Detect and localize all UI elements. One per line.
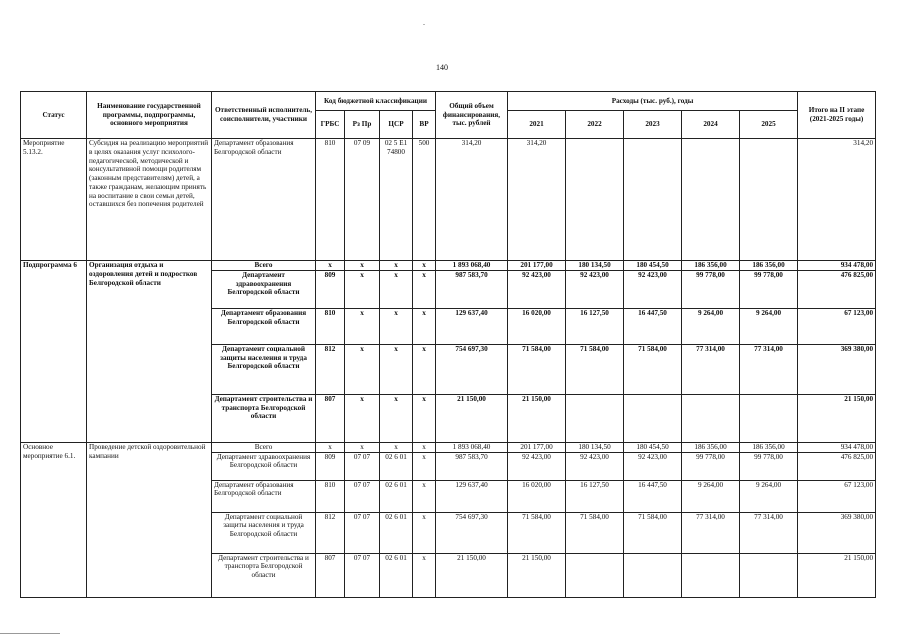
status-cell: Основное мероприятие 6.1. [21,442,87,597]
year-2025-cell [740,553,798,597]
year-2023-cell: 92 423,00 [624,270,682,308]
vr-cell: х [413,270,436,308]
year-2022-cell: 180 134,50 [566,442,624,452]
year-2024-cell: 77 314,00 [682,512,740,553]
csr-cell: 02 6 01 [380,452,413,480]
year-2023-cell: 16 447,50 [624,308,682,344]
year-2023-cell [624,394,682,442]
stage-total-cell: 67 123,00 [798,308,876,344]
total-cell: 21 150,00 [436,553,508,597]
year-2025-cell [740,394,798,442]
year-2024-cell: 77 314,00 [682,344,740,394]
year-2025-cell: 9 264,00 [740,308,798,344]
csr-cell: х [380,442,413,452]
year-2022-cell: 180 134,50 [566,261,624,271]
vr-cell: х [413,553,436,597]
year-2024-cell [682,553,740,597]
year-2025-cell: 99 778,00 [740,270,798,308]
name-cell: Проведение детской оздоровительной кампании [87,442,212,597]
executor-cell: Департамент социальной защиты населения и труда Белгородской области [212,344,316,394]
year-2023-cell: 180 454,50 [624,442,682,452]
rzpr-cell: 07 07 [345,512,380,553]
total-cell: 987 583,70 [436,452,508,480]
rzpr-cell: х [345,261,380,271]
grbs-cell: 810 [316,308,345,344]
header-expenses: Расходы (тыс. руб.), годы [508,92,798,111]
name-cell: Организация отдыха и оздоровления детей и подростков Белгородской области [87,261,212,443]
executor-cell: Департамент здравоохранения Белгородской области [212,452,316,480]
year-2024-cell: 9 264,00 [682,308,740,344]
stage-total-cell: 369 380,00 [798,344,876,394]
csr-cell: х [380,308,413,344]
grbs-cell: 810 [316,139,345,261]
year-2021-cell: 92 423,00 [508,452,566,480]
header-year: 2025 [740,111,798,139]
total-cell: 1 893 068,40 [436,442,508,452]
header-status: Статус [21,92,87,139]
executor-cell: Департамент строительства и транспорта Белгородской области [212,553,316,597]
csr-cell: х [380,344,413,394]
grbs-cell: х [316,261,345,271]
year-2024-cell: 9 264,00 [682,480,740,512]
stage-total-cell: 369 380,00 [798,512,876,553]
header-executor: Ответственный исполнитель, соисполнители, участники [212,92,316,139]
year-2021-cell: 92 423,00 [508,270,566,308]
year-2021-cell: 201 177,00 [508,442,566,452]
header-grbs: ГРБС [316,111,345,139]
year-2021-cell: 21 150,00 [508,553,566,597]
table-row [21,139,876,261]
header-year: 2022 [566,111,624,139]
executor-cell: Департамент образования Белгородской области [212,308,316,344]
csr-cell: х [380,270,413,308]
year-2025-cell: 9 264,00 [740,480,798,512]
year-2023-cell [624,553,682,597]
year-2021-cell: 201 177,00 [508,261,566,271]
vr-cell: х [413,512,436,553]
table-row [21,442,876,452]
executor-cell: Всего [212,442,316,452]
stage-total-cell: 476 825,00 [798,270,876,308]
total-cell: 1 893 068,40 [436,261,508,271]
vr-cell: х [413,308,436,344]
rzpr-cell: х [345,344,380,394]
stage-total-cell: 21 150,00 [798,394,876,442]
executor-cell: Департамент образования Белгородской области [212,139,316,261]
rzpr-cell: 07 07 [345,480,380,512]
rzpr-cell: х [345,270,380,308]
csr-cell: 02 6 01 [380,512,413,553]
vr-cell: х [413,480,436,512]
executor-cell: Департамент здравоохранения Белгородской области [212,270,316,308]
stage-total-cell: 67 123,00 [798,480,876,512]
year-2024-cell [682,139,740,261]
total-cell: 754 697,30 [436,512,508,553]
year-2024-cell [682,394,740,442]
year-2023-cell: 16 447,50 [624,480,682,512]
year-2022-cell: 16 127,50 [566,308,624,344]
header-year: 2024 [682,111,740,139]
vr-cell: х [413,452,436,480]
grbs-cell: 809 [316,452,345,480]
header-budget-code: Код бюджетной классификации [316,92,436,111]
vr-cell: х [413,394,436,442]
year-2021-cell: 314,20 [508,139,566,261]
grbs-cell: 810 [316,480,345,512]
year-2024-cell: 99 778,00 [682,270,740,308]
total-cell: 21 150,00 [436,394,508,442]
table-row [21,261,876,271]
status-cell: Мероприятие 5.13.2. [21,139,87,261]
grbs-cell: х [316,442,345,452]
total-cell: 314,20 [436,139,508,261]
total-cell: 754 697,30 [436,344,508,394]
year-2024-cell: 99 778,00 [682,452,740,480]
year-2023-cell: 92 423,00 [624,452,682,480]
rzpr-cell: х [345,442,380,452]
year-2022-cell [566,553,624,597]
vr-cell: 500 [413,139,436,261]
grbs-cell: 807 [316,553,345,597]
year-2022-cell [566,394,624,442]
year-2021-cell: 16 020,00 [508,480,566,512]
csr-cell: 02 5 Е1 74800 [380,139,413,261]
year-2022-cell: 71 584,00 [566,512,624,553]
executor-cell: Всего [212,261,316,271]
year-2023-cell: 71 584,00 [624,344,682,394]
grbs-cell: 809 [316,270,345,308]
rzpr-cell: х [345,308,380,344]
year-2021-cell: 71 584,00 [508,344,566,394]
executor-cell: Департамент социальной защиты населения и труда Белгородской области [212,512,316,553]
total-cell: 129 637,40 [436,480,508,512]
csr-cell: 02 6 01 [380,553,413,597]
grbs-cell: 807 [316,394,345,442]
csr-cell: х [380,394,413,442]
header-name: Наименование государственной программы, подпрограммы, основного мероприятия [87,92,212,139]
page-number: 140 [436,63,448,72]
csr-cell: 02 6 01 [380,480,413,512]
year-2025-cell: 186 356,00 [740,261,798,271]
year-2025-cell: 99 778,00 [740,452,798,480]
header-stage-total: Итого на II этапе (2021-2025 годы) [798,92,876,139]
year-2025-cell [740,139,798,261]
vr-cell: х [413,344,436,394]
stage-total-cell: 21 150,00 [798,553,876,597]
year-2023-cell: 180 454,50 [624,261,682,271]
year-2022-cell: 16 127,50 [566,480,624,512]
year-2025-cell: 186 356,00 [740,442,798,452]
year-2022-cell: 92 423,00 [566,452,624,480]
stage-total-cell: 476 825,00 [798,452,876,480]
header-year: 2021 [508,111,566,139]
year-2022-cell: 92 423,00 [566,270,624,308]
header-csr: ЦСР [380,111,413,139]
year-2024-cell: 186 356,00 [682,261,740,271]
year-2024-cell: 186 356,00 [682,442,740,452]
year-2022-cell: 71 584,00 [566,344,624,394]
year-2023-cell: 71 584,00 [624,512,682,553]
executor-cell: Департамент строительства и транспорта Белгородской области [212,394,316,442]
footer-rule [0,633,60,634]
header-total-volume: Общий объем финансирования, тыс. рублей [436,92,508,139]
rzpr-cell: 07 07 [345,452,380,480]
total-cell: 987 583,70 [436,270,508,308]
stage-total-cell: 934 478,00 [798,261,876,271]
year-2025-cell: 77 314,00 [740,344,798,394]
year-2025-cell: 77 314,00 [740,512,798,553]
rzpr-cell: х [345,394,380,442]
grbs-cell: 812 [316,512,345,553]
year-2021-cell: 71 584,00 [508,512,566,553]
year-2022-cell [566,139,624,261]
rzpr-cell: 07 07 [345,553,380,597]
year-2021-cell: 21 150,00 [508,394,566,442]
stray-mark: . [423,18,425,27]
vr-cell: х [413,261,436,271]
csr-cell: х [380,261,413,271]
budget-table [20,91,876,598]
header-year: 2023 [624,111,682,139]
year-2023-cell [624,139,682,261]
executor-cell: Департамент образования Белгородской области [212,480,316,512]
header-rzpr: Рз Пр [345,111,380,139]
status-cell: Подпрограмма 6 [21,261,87,443]
name-cell: Субсидия на реализацию мероприятий в целях оказания услуг психолого-педагогической, методической и консультативной помощи родителям (законным представителям) детей, а также гражданам, желающим принять на воспитание в свои семьи детей, оставшихся без попечения родителей [87,139,212,261]
year-2021-cell: 16 020,00 [508,308,566,344]
vr-cell: х [413,442,436,452]
grbs-cell: 812 [316,344,345,394]
rzpr-cell: 07 09 [345,139,380,261]
header-vr: ВР [413,111,436,139]
total-cell: 129 637,40 [436,308,508,344]
stage-total-cell: 314,20 [798,139,876,261]
stage-total-cell: 934 478,00 [798,442,876,452]
